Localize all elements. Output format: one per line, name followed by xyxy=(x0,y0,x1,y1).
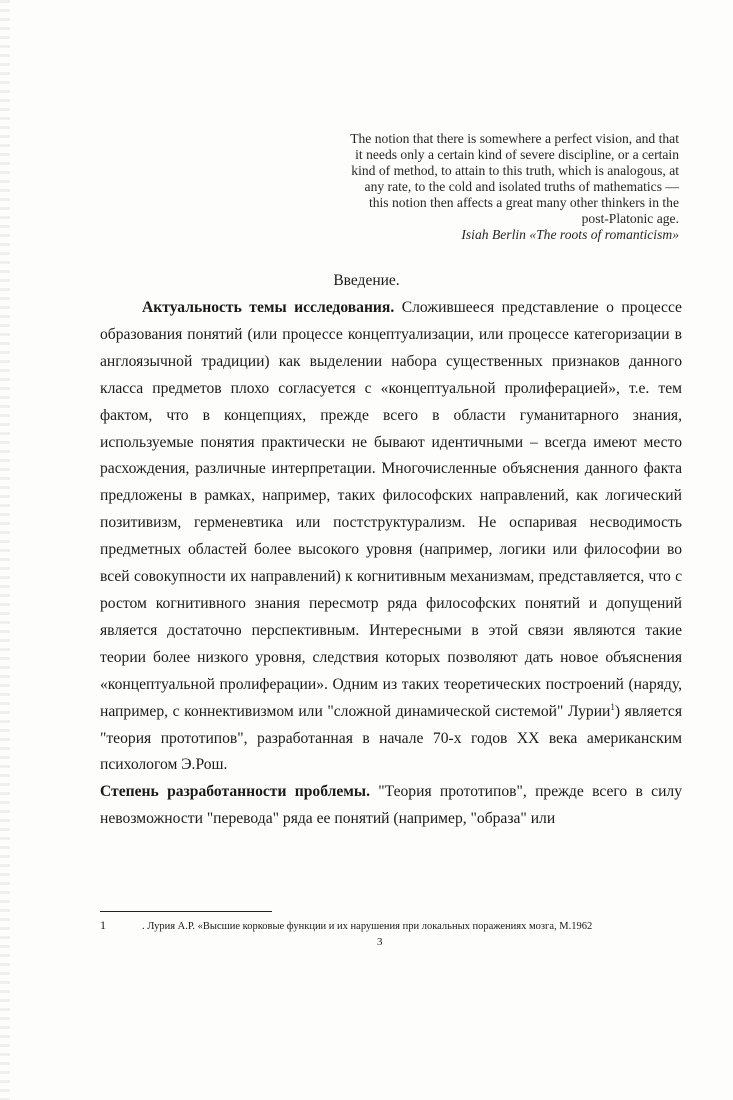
footnote-number: 1 xyxy=(100,918,106,932)
footnote-divider xyxy=(100,911,272,912)
paragraph-text: "Теория прототипов", прежде всего в силу невозможности "перевода" ряда ее понятий (например, "образа" или xyxy=(100,783,683,828)
epigraph-line: any rate, to the cold and isolated truths of mathematics — xyxy=(364,179,679,194)
epigraph-attribution: Isiah Berlin «The roots of romanticism» xyxy=(461,227,679,242)
paragraph-development xyxy=(100,779,682,833)
epigraph-line: The notion that there is somewhere a perfect vision, and that xyxy=(350,131,679,146)
paragraph-lead: Степень разработанности проблемы. xyxy=(100,783,370,801)
footnote-text: . Лурия А.Р. «Высшие корковые функции и их нарушения при локальных поражениях мозга, М.1962 xyxy=(142,921,593,932)
body-text xyxy=(100,295,682,833)
epigraph xyxy=(259,131,679,243)
footnote-reference: 1 xyxy=(610,701,615,712)
epigraph-line: post-Platonic age. xyxy=(581,211,679,226)
paragraph-text: Сложившееся представление о процессе образования понятий (или процессе концептуализации, или процессе категоризации в англоязычной традиции) как выделении набора существенных признаков данного класса предметов плохо согласуется с «концептуальной пролиферацией», т.е. тем фактом, что в концепциях, прежде всего в области гуманитарного знания, используемые понятия практически не бывают идентичными – всегда имеют место расхождения, различные интерпретации. Многочисленные объяснения данного факта предложены в рамках, например, таких философских направлений, как логический позитивизм, герменевтика или постструктурализм. Не оспаривая несводимость предметных областей более высокого уровня (например, логики или философии во всей совокупности их направлений) к когнитивным механизмам, представляется, что с ростом когнитивного знания пересмотр ряда философских понятий и допущений является достаточно перспективным. Интересными в этой связи являются такие теории более низкого уровня, следствия которых позволяют дать новое объяснения «концептуальной пролиферации». Одним из таких теоретических построений (наряду, например, с коннективизмом или "сложной динамической системой" Лурии xyxy=(100,299,682,720)
section-heading: Введение. xyxy=(333,272,400,289)
scan-edge-artifact xyxy=(0,0,10,1100)
paragraph-text: ) является "теория прототипов", разработанная в начале 70-х годов XX века американским психологом Э.Рош. xyxy=(100,702,682,774)
page-number: 3 xyxy=(377,936,383,948)
epigraph-line: it needs only a certain kind of severe discipline, or a certain xyxy=(355,147,679,162)
paragraph-lead: Актуальность темы исследования. xyxy=(142,299,395,316)
epigraph-line: this notion then affects a great many other thinkers in the xyxy=(368,195,679,210)
footnote xyxy=(100,918,700,934)
paragraph-relevance xyxy=(100,295,682,779)
epigraph-line: kind of method, to attain to this truth, which is analogous, at xyxy=(351,163,679,178)
